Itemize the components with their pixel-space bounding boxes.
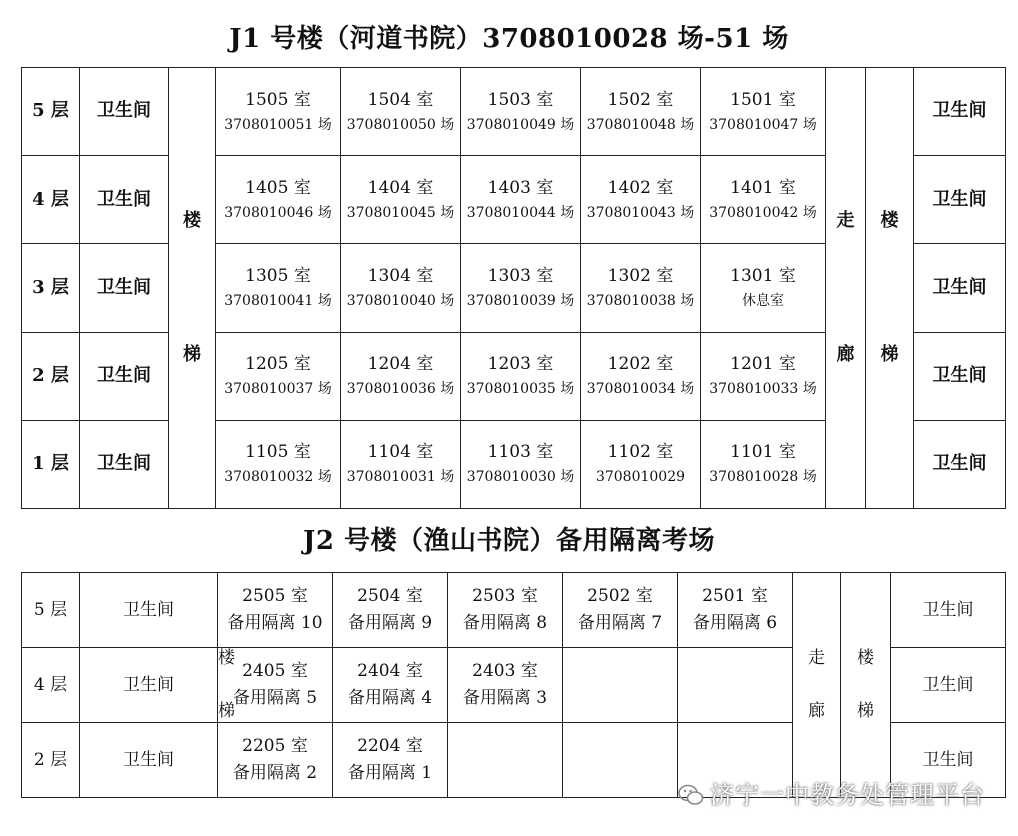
- corridor: [793, 573, 841, 798]
- stairs-left-char: 楼: [183, 209, 201, 231]
- room-assignment: 3708010030 场: [466, 469, 575, 486]
- room-number: 1303 室: [487, 266, 554, 287]
- room-number: 1504 室: [367, 89, 434, 110]
- restroom-right: 卫生间: [914, 156, 1006, 244]
- room-cell: [581, 68, 701, 156]
- room-cell: [216, 68, 341, 156]
- room-number: 1403 室: [487, 177, 554, 198]
- restroom-right: 卫生间: [891, 573, 1006, 648]
- room-number: 2505 室: [242, 586, 308, 607]
- room-assignment: 3708010028 场: [709, 469, 817, 486]
- stairs-right: [866, 68, 914, 509]
- room-cell: [216, 156, 341, 244]
- restroom-right: 卫生间: [891, 648, 1006, 723]
- wechat-icon: [678, 784, 704, 806]
- floor-label: 4 层: [22, 648, 80, 723]
- room-assignment: 3708010037 场: [224, 381, 332, 398]
- stairs-left: [169, 68, 216, 509]
- room-assignment: 备用隔离 6: [692, 613, 778, 633]
- room-assignment: 备用隔离 9: [347, 613, 433, 633]
- room-cell: [461, 244, 581, 332]
- room-assignment: 备用隔离 10: [227, 613, 323, 633]
- restroom-left: 卫生间: [80, 332, 169, 420]
- room-assignment: 备用隔离 2: [232, 763, 318, 783]
- room-assignment: 3708010042 场: [709, 204, 817, 221]
- room-number: 1204 室: [367, 354, 434, 375]
- room-number: 1501 室: [730, 89, 796, 110]
- room-cell: [461, 156, 581, 244]
- room-assignment: 3708010040 场: [346, 292, 455, 309]
- room-number: 1201 室: [730, 354, 796, 375]
- restroom-right: 卫生间: [891, 723, 1006, 798]
- room-cell: [341, 156, 461, 244]
- room-cell: [341, 68, 461, 156]
- room-number: 1102 室: [607, 442, 674, 463]
- floor-label: 5 层: [22, 68, 80, 156]
- room-cell: [448, 723, 563, 798]
- restroom-left: 卫生间: [80, 156, 169, 244]
- building1-floor-plan: [21, 67, 1006, 509]
- stairs-right-char: 梯: [880, 344, 899, 365]
- stairs-right-char: 楼: [857, 648, 874, 669]
- room-assignment: 3708010041 场: [224, 292, 332, 309]
- room-number: 1404 室: [367, 177, 434, 198]
- floor-label: 2 层: [22, 332, 80, 420]
- room-number: 1405 室: [245, 177, 311, 198]
- room-cell: [448, 648, 563, 723]
- room-number: 2504 室: [357, 586, 423, 607]
- room-cell: [701, 68, 826, 156]
- room-cell: [581, 244, 701, 332]
- building1-title: J1 号楼（河道书院）3708010028 场-51 场: [229, 24, 789, 54]
- room-assignment: 备用隔离 7: [577, 613, 663, 633]
- corridor-char: 走: [808, 648, 825, 669]
- room-assignment: 3708010048 场: [586, 116, 695, 133]
- restroom-left: 卫生间: [80, 723, 218, 798]
- room-assignment: 3708010032 场: [224, 469, 332, 486]
- room-cell: [678, 573, 793, 648]
- room-assignment: 3708010051 场: [224, 116, 332, 133]
- room-cell: [701, 332, 826, 420]
- room-number: 2205 室: [242, 736, 308, 757]
- corridor-char: 廊: [836, 344, 855, 365]
- room-cell: [678, 648, 793, 723]
- spacer: [841, 670, 890, 700]
- room-cell: [701, 156, 826, 244]
- room-number: 2502 室: [587, 586, 653, 607]
- room-cell: [216, 244, 341, 332]
- stairs-right-char: 楼: [880, 209, 899, 231]
- room-number: 2403 室: [472, 661, 538, 682]
- room-cell: [341, 420, 461, 508]
- room-assignment: 3708010036 场: [346, 381, 455, 398]
- room-assignment: 3708010031 场: [346, 469, 455, 486]
- room-assignment: 3708010049 场: [466, 116, 575, 133]
- room-cell: [563, 648, 678, 723]
- room-cell: [701, 420, 826, 508]
- restroom-right: 卫生间: [914, 332, 1006, 420]
- room-number: 1105 室: [245, 442, 311, 463]
- corridor-char: 廊: [808, 701, 825, 721]
- spacer: [793, 670, 840, 700]
- room-number: 1301 室: [730, 266, 796, 287]
- room-number: 1402 室: [607, 177, 674, 198]
- room-assignment: 3708010035 场: [466, 381, 575, 398]
- restroom-right: 卫生间: [914, 244, 1006, 332]
- room-cell: [333, 648, 448, 723]
- room-cell: [563, 573, 678, 648]
- room-number: 1103 室: [487, 442, 554, 463]
- room-number: 1202 室: [607, 354, 674, 375]
- restroom-left: 卫生间: [80, 648, 218, 723]
- room-assignment: 休息室: [742, 292, 784, 309]
- spacer: [169, 233, 215, 343]
- room-cell: [563, 723, 678, 798]
- room-assignment: 备用隔离 8: [462, 613, 548, 633]
- room-number: 1503 室: [487, 89, 554, 110]
- room-cell: [341, 244, 461, 332]
- room-number: 1104 室: [367, 442, 434, 463]
- room-cell: [581, 332, 701, 420]
- room-number: 1305 室: [245, 266, 311, 287]
- floor-row: [22, 68, 1006, 156]
- floor-label: 2 层: [22, 723, 80, 798]
- room-assignment: 3708010050 场: [346, 116, 455, 133]
- room-cell: [701, 244, 826, 332]
- room-assignment: 3708010046 场: [224, 204, 332, 221]
- watermark-text: 济宁一中教务处管理平台: [710, 781, 985, 809]
- room-cell: [461, 68, 581, 156]
- spacer: [826, 233, 865, 343]
- room-assignment: 3708010034 场: [586, 381, 695, 398]
- watermark: [678, 775, 985, 810]
- stairs-right: [841, 573, 891, 798]
- restroom-left: 卫生间: [80, 244, 169, 332]
- room-assignment: 备用隔离 3: [462, 688, 548, 708]
- floor-label: 4 层: [22, 156, 80, 244]
- room-cell: [218, 723, 333, 798]
- room-number: 2501 室: [702, 586, 768, 607]
- room-assignment: 3708010039 场: [466, 292, 575, 309]
- room-number: 1205 室: [245, 354, 311, 375]
- room-assignment: 3708010043 场: [586, 204, 695, 221]
- spacer: [866, 233, 913, 343]
- room-cell: [216, 420, 341, 508]
- room-assignment: 3708010033 场: [709, 381, 817, 398]
- room-number: 1401 室: [730, 177, 796, 198]
- restroom-right: 卫生间: [914, 420, 1006, 508]
- room-assignment: 3708010038 场: [586, 292, 695, 309]
- restroom-left: 卫生间: [80, 573, 218, 648]
- restroom-right: 卫生间: [914, 68, 1006, 156]
- room-assignment: 3708010047 场: [709, 116, 817, 133]
- corridor-char: 走: [836, 209, 855, 231]
- room-cell: [461, 332, 581, 420]
- room-assignment: 3708010045 场: [346, 204, 455, 221]
- room-number: 2204 室: [357, 736, 423, 757]
- room-number: 2405 室: [242, 661, 308, 682]
- corridor: [826, 68, 866, 509]
- restroom-left: 卫生间: [80, 420, 169, 508]
- restroom-left: 卫生间: [80, 68, 169, 156]
- room-number: 1302 室: [607, 266, 674, 287]
- room-number: 2404 室: [357, 661, 423, 682]
- room-cell: [581, 420, 701, 508]
- room-assignment: 备用隔离 4: [347, 688, 433, 708]
- room-cell: [448, 573, 563, 648]
- stairs-right-char: 梯: [857, 701, 874, 721]
- building2-floor-plan: [21, 572, 1006, 798]
- room-cell: [216, 332, 341, 420]
- room-assignment: 备用隔离 1: [347, 763, 433, 783]
- room-cell: [218, 573, 333, 648]
- room-cell: [461, 420, 581, 508]
- room-assignment: 3708010044 场: [466, 204, 575, 221]
- room-cell: [581, 156, 701, 244]
- building2-title: J2 号楼（渔山书院）备用隔离考场: [303, 526, 715, 556]
- floor-label: 3 层: [22, 244, 80, 332]
- room-assignment: 备用隔离 5: [232, 688, 318, 708]
- room-number: 1101 室: [730, 442, 796, 463]
- room-cell: [341, 332, 461, 420]
- floor-row: 5 层 卫生间 楼 梯 2505 室 备用隔离 10 2504 室 备用隔离 9 2503 室 备用隔离 8 2502 室 备用隔离 7 2501 室 备用隔离 6 走 廊 楼 梯 卫生间: [22, 573, 1006, 648]
- room-assignment: 3708010029: [595, 469, 686, 486]
- room-number: 1505 室: [245, 89, 311, 110]
- floor-label: 5 层: [22, 573, 80, 648]
- room-number: 1304 室: [367, 266, 434, 287]
- room-cell: [333, 573, 448, 648]
- stairs-left-char: 梯: [183, 344, 201, 365]
- room-number: 2503 室: [472, 586, 538, 607]
- room-number: 1502 室: [607, 89, 674, 110]
- floor-label: 1 层: [22, 420, 80, 508]
- room-number: 1203 室: [487, 354, 554, 375]
- room-cell: [333, 723, 448, 798]
